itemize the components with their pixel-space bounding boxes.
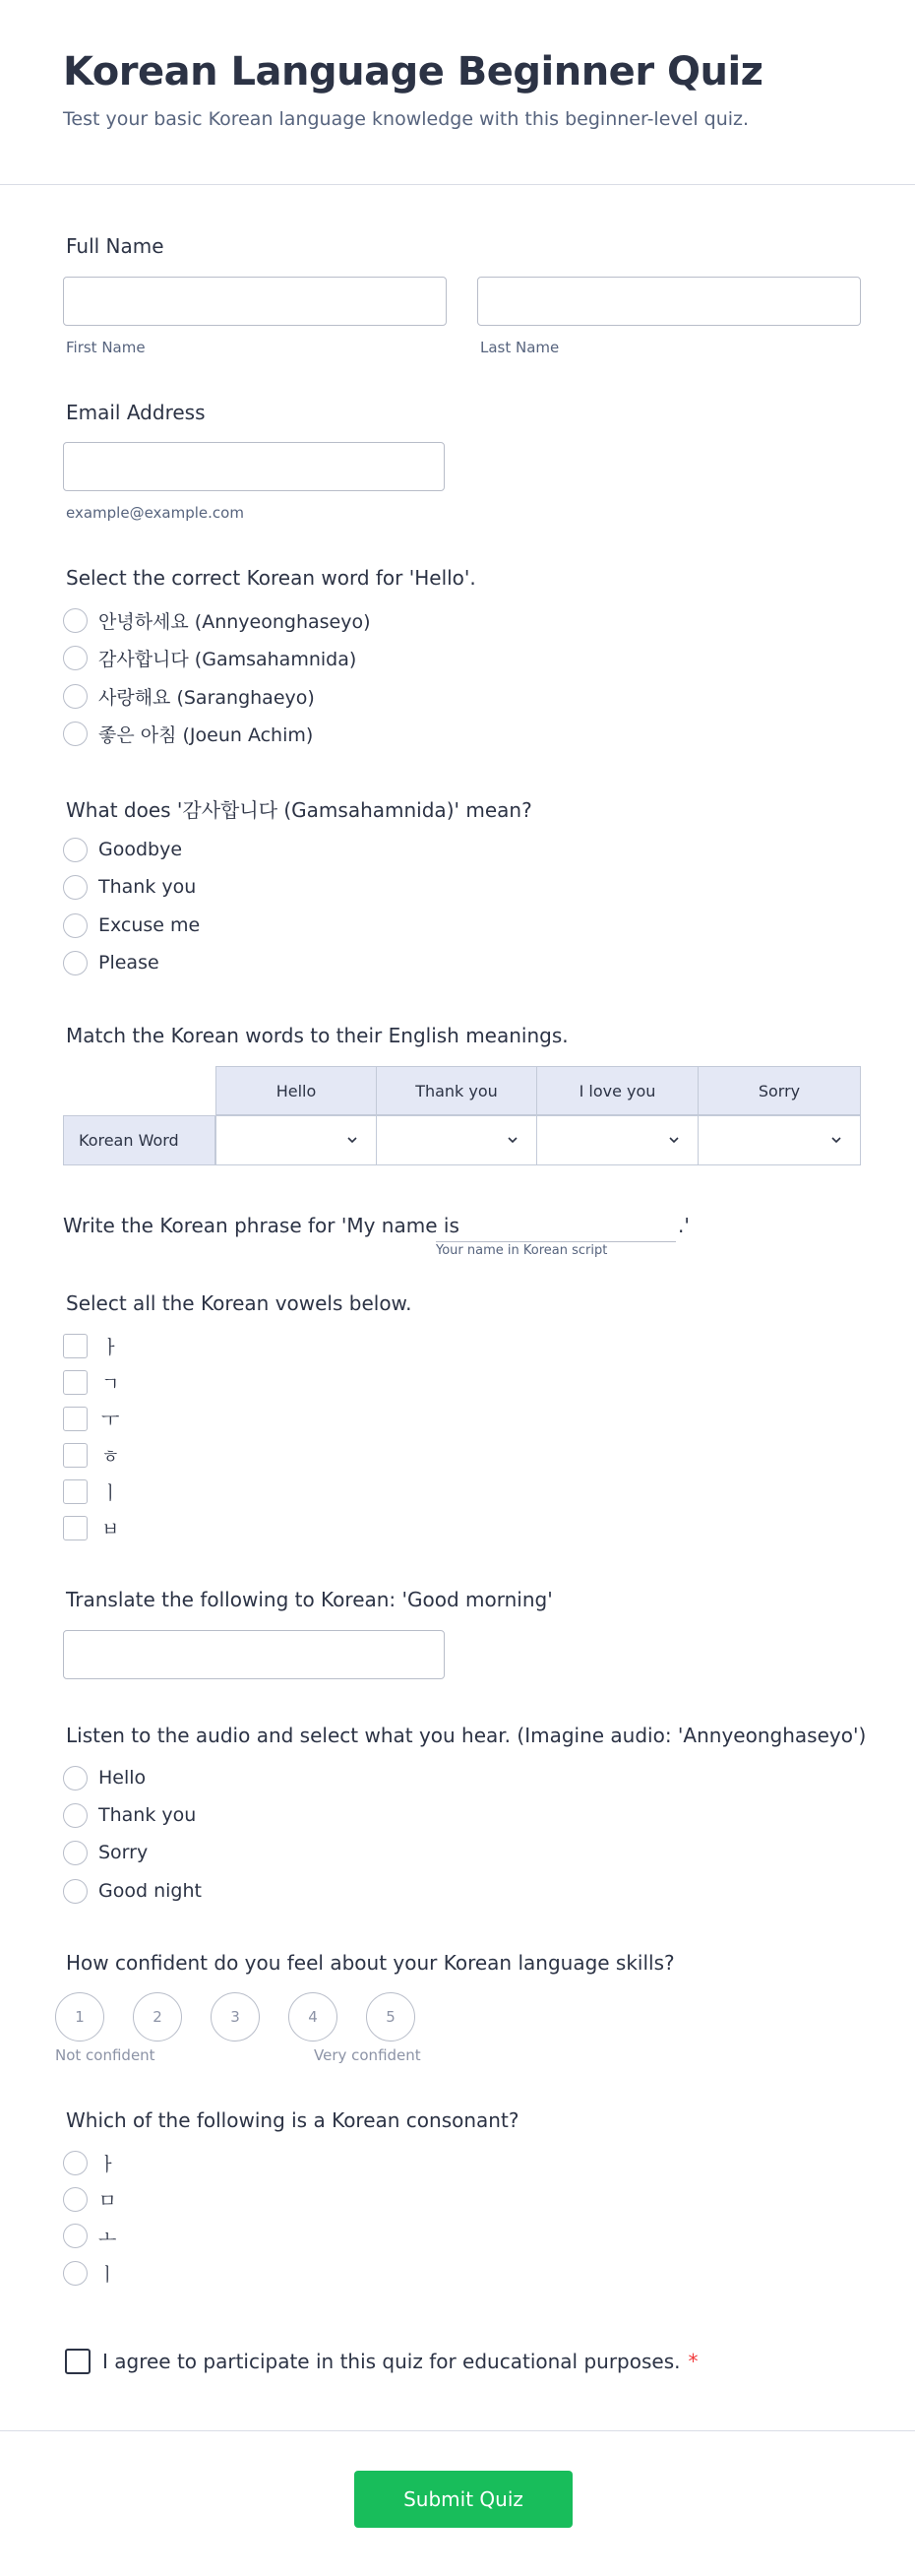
consonant-option[interactable]: ㅁ xyxy=(63,2184,116,2214)
scale-option-5[interactable]: 5 xyxy=(366,1992,415,2042)
matrix-row-label: Korean Word xyxy=(63,1115,215,1165)
scale-low-label: Not confident xyxy=(55,2046,155,2064)
radio-button[interactable] xyxy=(63,913,88,938)
vowel-option[interactable]: ㅣ xyxy=(63,1476,119,1506)
first-name-sublabel: First Name xyxy=(66,339,146,356)
radio-button[interactable] xyxy=(63,1766,88,1791)
radio-button[interactable] xyxy=(63,1803,88,1828)
radio-button[interactable] xyxy=(63,1841,88,1865)
vowel-option[interactable]: ㅜ xyxy=(63,1404,119,1433)
name-phrase-input[interactable] xyxy=(436,1241,676,1242)
hello-option[interactable]: 좋은 아침 (Joeun Achim) xyxy=(63,719,313,748)
radio-button[interactable] xyxy=(63,1879,88,1904)
last-name-sublabel: Last Name xyxy=(480,339,560,356)
radio-button[interactable] xyxy=(63,722,88,746)
scale-option-1[interactable]: 1 xyxy=(55,1992,104,2042)
name-phrase-prefix: Write the Korean phrase for 'My name is xyxy=(63,1214,459,1237)
chevron-down-icon xyxy=(666,1132,682,1148)
matrix-column-header: Sorry xyxy=(698,1066,861,1115)
matrix-column-header: I love you xyxy=(536,1066,699,1115)
matrix-dropdown[interactable] xyxy=(698,1115,861,1165)
matrix-dropdown[interactable] xyxy=(376,1115,537,1165)
vowel-option[interactable]: ㅂ xyxy=(63,1513,119,1542)
hello-option[interactable]: 안녕하세요 (Annyeonghaseyo) xyxy=(63,605,371,635)
radio-button[interactable] xyxy=(63,951,88,975)
email-input[interactable] xyxy=(63,442,445,491)
scale-option-4[interactable]: 4 xyxy=(288,1992,337,2042)
radio-button[interactable] xyxy=(63,608,88,633)
matrix-column-header: Hello xyxy=(215,1066,377,1115)
agreement-checkbox[interactable] xyxy=(65,2349,91,2374)
checkbox[interactable] xyxy=(63,1334,88,1358)
meaning-option[interactable]: Thank you xyxy=(63,872,196,902)
matrix-dropdown[interactable] xyxy=(215,1115,377,1165)
consonant-option[interactable]: ㅏ xyxy=(63,2148,116,2177)
question-audio-label: Listen to the audio and select what you hear. (Imagine audio: 'Annyeonghaseyo') xyxy=(66,1724,867,1747)
checkbox[interactable] xyxy=(63,1407,88,1431)
radio-button[interactable] xyxy=(63,2151,88,2175)
hello-option[interactable]: 감사합니다 (Gamsahamnida) xyxy=(63,643,356,672)
page-title: Korean Language Beginner Quiz xyxy=(63,49,763,94)
checkbox[interactable] xyxy=(63,1516,88,1540)
vowel-option[interactable]: ㄱ xyxy=(63,1367,119,1397)
radio-button[interactable] xyxy=(63,2224,88,2248)
page-subtitle: Test your basic Korean language knowledge with this beginner-level quiz. xyxy=(63,108,750,130)
audio-option[interactable]: Sorry xyxy=(63,1838,148,1867)
scale-option-3[interactable]: 3 xyxy=(211,1992,260,2042)
scale-high-label: Very confident xyxy=(314,2046,421,2064)
email-label: Email Address xyxy=(66,401,206,424)
last-name-input[interactable] xyxy=(477,277,861,326)
chevron-down-icon xyxy=(828,1132,844,1148)
scale-option-2[interactable]: 2 xyxy=(133,1992,182,2042)
question-translate-label: Translate the following to Korean: 'Good morning' xyxy=(66,1588,553,1611)
question-matrix-label: Match the Korean words to their English meanings. xyxy=(66,1024,569,1047)
email-sublabel: example@example.com xyxy=(66,504,244,522)
first-name-input[interactable] xyxy=(63,277,447,326)
question-consonant-label: Which of the following is a Korean consonant? xyxy=(66,2108,519,2132)
translate-input[interactable] xyxy=(63,1630,445,1679)
radio-button[interactable] xyxy=(63,646,88,670)
checkbox[interactable] xyxy=(63,1370,88,1395)
agreement-option[interactable] xyxy=(65,2347,699,2376)
meaning-option[interactable]: Goodbye xyxy=(63,835,182,864)
question-hello-label: Select the correct Korean word for 'Hello'. xyxy=(66,566,476,590)
audio-option[interactable]: Good night xyxy=(63,1876,202,1906)
question-vowels-label: Select all the Korean vowels below. xyxy=(66,1291,412,1315)
form-header xyxy=(0,0,915,185)
audio-option[interactable]: Hello xyxy=(63,1763,146,1792)
required-mark: * xyxy=(688,2350,699,2373)
name-phrase-sublabel: Your name in Korean script xyxy=(436,1243,608,1258)
matrix-corner xyxy=(63,1066,215,1115)
radio-button[interactable] xyxy=(63,838,88,862)
radio-button[interactable] xyxy=(63,2261,88,2286)
consonant-option[interactable]: ㅣ xyxy=(63,2258,116,2288)
audio-option[interactable]: Thank you xyxy=(63,1800,196,1830)
checkbox[interactable] xyxy=(63,1479,88,1504)
radio-button[interactable] xyxy=(63,2187,88,2212)
checkbox[interactable] xyxy=(63,1443,88,1468)
consonant-option[interactable]: ㅗ xyxy=(63,2221,116,2250)
vowel-option[interactable]: ㅎ xyxy=(63,1440,119,1470)
name-phrase-suffix: .' xyxy=(678,1214,690,1237)
meaning-option[interactable]: Please xyxy=(63,948,159,977)
matching-matrix xyxy=(63,1066,861,1165)
full-name-label: Full Name xyxy=(66,234,164,258)
hello-option[interactable]: 사랑해요 (Saranghaeyo) xyxy=(63,681,315,711)
footer-divider xyxy=(0,2430,915,2431)
radio-button[interactable] xyxy=(63,684,88,709)
submit-button[interactable]: Submit Quiz xyxy=(354,2471,573,2528)
agreement-label: I agree to participate in this quiz for educational purposes. xyxy=(102,2350,681,2373)
question-confidence-label: How confident do you feel about your Korean language skills? xyxy=(66,1951,675,1975)
question-meaning-label: What does '감사합니다 (Gamsahamnida)' mean? xyxy=(66,798,532,822)
matrix-dropdown[interactable] xyxy=(536,1115,699,1165)
radio-button[interactable] xyxy=(63,875,88,900)
chevron-down-icon xyxy=(505,1132,520,1148)
vowel-option[interactable]: ㅏ xyxy=(63,1331,119,1360)
matrix-column-header: Thank you xyxy=(376,1066,537,1115)
meaning-option[interactable]: Excuse me xyxy=(63,911,200,940)
chevron-down-icon xyxy=(344,1132,360,1148)
